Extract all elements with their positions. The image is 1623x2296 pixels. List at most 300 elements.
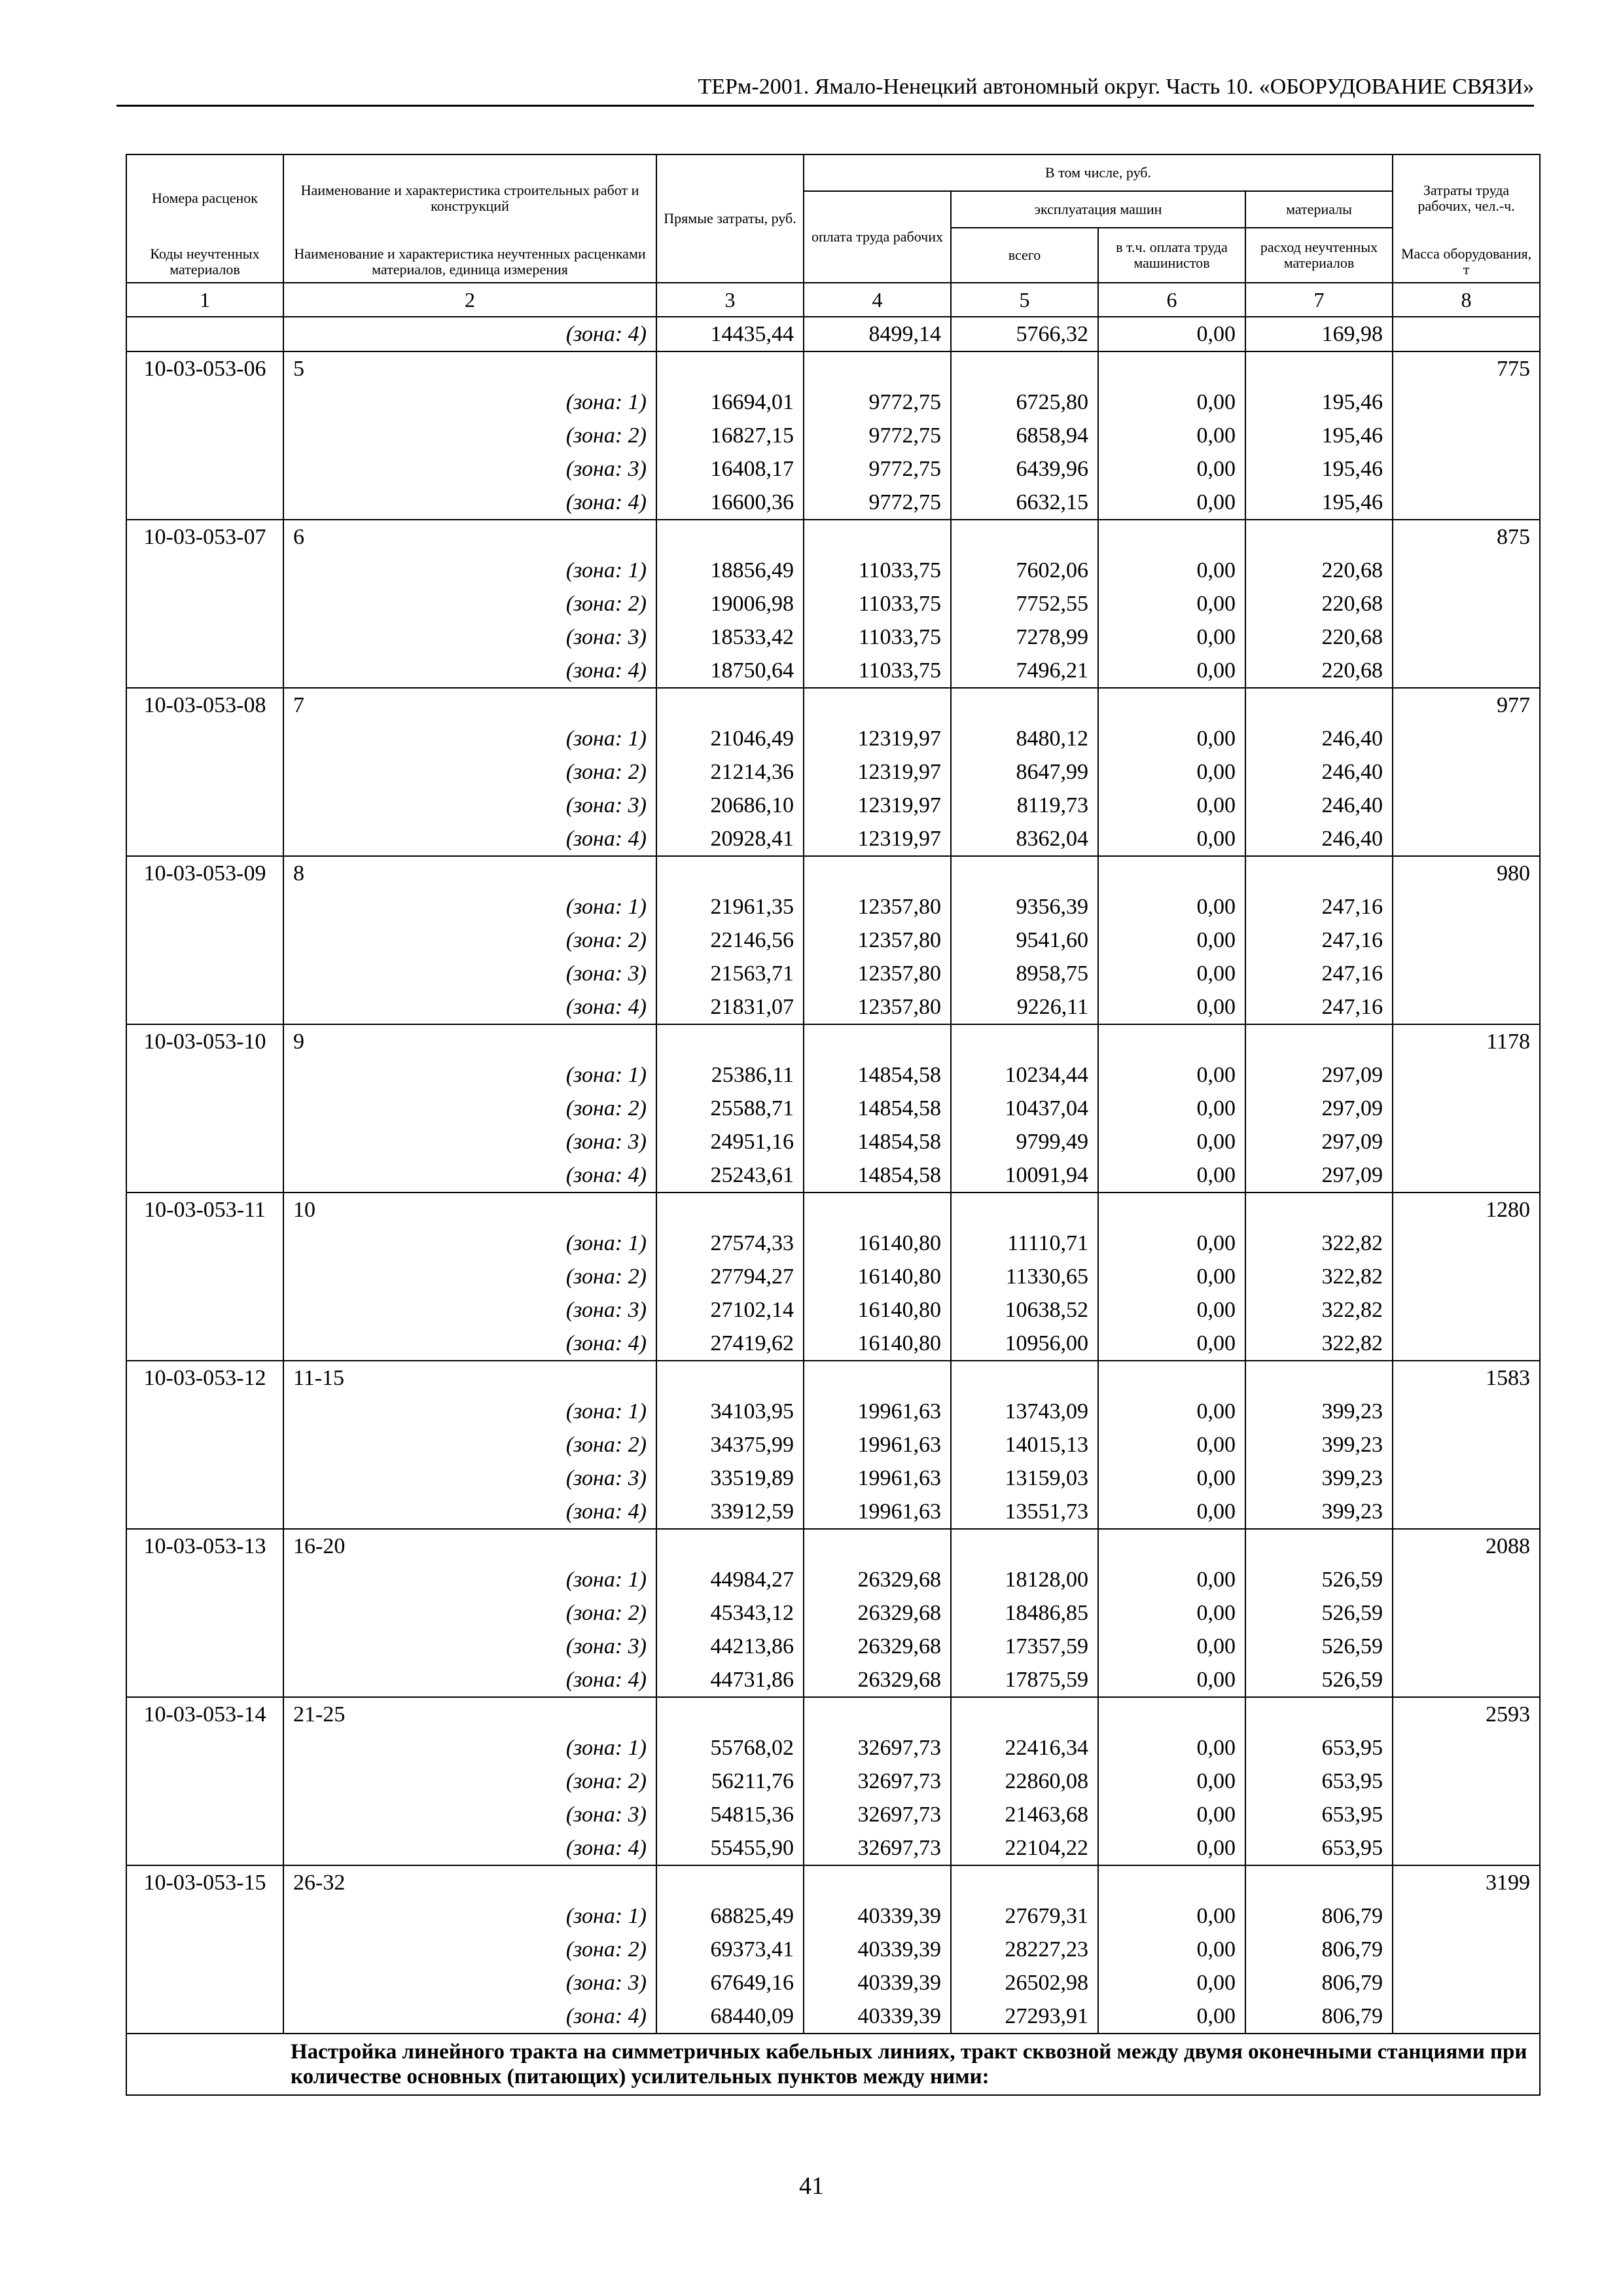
labor-hours-cell: 2593	[1393, 1697, 1540, 1731]
materials-cell: 653,95	[1245, 1831, 1393, 1865]
labor-pay-cell: 32697,73	[804, 1765, 951, 1798]
running-header-title: ТЕРм-2001. Ямало-Ненецкий автономный округ. Часть 10. «ОБОРУДОВАНИЕ СВЯЗИ»	[698, 75, 1534, 99]
direct-cost-cell: 44731,86	[656, 1663, 804, 1697]
materials-cell: 806,79	[1245, 1966, 1393, 2000]
rate-group-row	[126, 520, 1540, 554]
table-row	[126, 486, 1540, 520]
machines-cell: 6632,15	[951, 486, 1098, 520]
materials-cell: 195,46	[1245, 386, 1393, 419]
operators-pay-cell: 0,00	[1098, 317, 1245, 351]
table-row	[126, 1831, 1540, 1865]
rate-code: 10-03-053-12	[126, 1361, 283, 1395]
direct-cost-cell: 54815,36	[656, 1798, 804, 1831]
labor-pay-cell: 14854,58	[804, 1125, 951, 1158]
materials-cell: 297,09	[1245, 1158, 1393, 1193]
rate-group-row	[126, 1697, 1540, 1731]
labor-pay-cell: 12319,97	[804, 822, 951, 856]
operators-pay-cell: 0,00	[1098, 2000, 1245, 2034]
operators-pay-cell: 0,00	[1098, 722, 1245, 755]
labor-pay-cell: 12319,97	[804, 755, 951, 789]
zone-label: (зона: 3)	[283, 789, 656, 822]
header-materials: материалы	[1245, 191, 1393, 228]
zone-label: (зона: 3)	[283, 1630, 656, 1663]
direct-cost-cell: 25243,61	[656, 1158, 804, 1193]
zone-label: (зона: 1)	[283, 1227, 656, 1260]
direct-cost-cell: 34375,99	[656, 1428, 804, 1462]
direct-cost-cell: 69373,41	[656, 1933, 804, 1966]
labor-pay-cell: 26329,68	[804, 1630, 951, 1663]
machines-cell: 9356,39	[951, 890, 1098, 924]
machines-cell: 18486,85	[951, 1596, 1098, 1630]
materials-cell: 297,09	[1245, 1058, 1393, 1092]
machines-cell: 8362,04	[951, 822, 1098, 856]
operators-pay-cell: 0,00	[1098, 1596, 1245, 1630]
zone-label: (зона: 1)	[283, 1563, 656, 1596]
machines-cell: 6858,94	[951, 419, 1098, 452]
operators-pay-cell: 0,00	[1098, 755, 1245, 789]
operators-pay-cell: 0,00	[1098, 554, 1245, 587]
table-row	[126, 1125, 1540, 1158]
operators-pay-cell: 0,00	[1098, 822, 1245, 856]
rate-group-row	[126, 1529, 1540, 1563]
labor-pay-cell: 14854,58	[804, 1092, 951, 1125]
column-number: 7	[1245, 283, 1393, 317]
direct-cost-cell: 25588,71	[656, 1092, 804, 1125]
operators-pay-cell: 0,00	[1098, 890, 1245, 924]
direct-cost-cell: 27102,14	[656, 1293, 804, 1327]
header-material-consumption: расход неучтенных материалов	[1245, 228, 1393, 283]
zone-label: (зона: 2)	[283, 1596, 656, 1630]
labor-hours-cell: 1280	[1393, 1193, 1540, 1227]
operators-pay-cell: 0,00	[1098, 1462, 1245, 1495]
operators-pay-cell: 0,00	[1098, 1260, 1245, 1293]
direct-cost-cell: 27574,33	[656, 1227, 804, 1260]
labor-pay-cell: 8499,14	[804, 317, 951, 351]
direct-cost-cell: 16827,15	[656, 419, 804, 452]
operators-pay-cell: 0,00	[1098, 1293, 1245, 1327]
direct-cost-cell: 34103,95	[656, 1395, 804, 1428]
zone-label: (зона: 1)	[283, 1731, 656, 1765]
rate-code: 10-03-053-15	[126, 1865, 283, 1899]
rate-group-row	[126, 688, 1540, 722]
header-equipment-mass: Масса оборудования, т	[1393, 241, 1540, 283]
direct-cost-cell: 21214,36	[656, 755, 804, 789]
zone-label: (зона: 2)	[283, 1765, 656, 1798]
zone-label: (зона: 2)	[283, 1260, 656, 1293]
materials-cell: 297,09	[1245, 1125, 1393, 1158]
table-row	[126, 890, 1540, 924]
direct-cost-cell: 24951,16	[656, 1125, 804, 1158]
operators-pay-cell: 0,00	[1098, 1428, 1245, 1462]
labor-pay-cell: 26329,68	[804, 1596, 951, 1630]
zone-label: (зона: 4)	[283, 822, 656, 856]
labor-pay-cell: 9772,75	[804, 419, 951, 452]
rate-name: 5	[283, 351, 656, 386]
labor-pay-cell: 40339,39	[804, 1899, 951, 1933]
labor-pay-cell: 11033,75	[804, 554, 951, 587]
zone-label: (зона: 1)	[283, 890, 656, 924]
direct-cost-cell: 68440,09	[656, 2000, 804, 2034]
direct-cost-cell: 16694,01	[656, 386, 804, 419]
table-row	[126, 587, 1540, 620]
header-direct-costs: Прямые затраты, руб.	[656, 154, 804, 283]
machines-cell: 27679,31	[951, 1899, 1098, 1933]
operators-pay-cell: 0,00	[1098, 1731, 1245, 1765]
rate-group-row	[126, 1865, 1540, 1899]
table-row	[126, 1798, 1540, 1831]
materials-cell: 526,59	[1245, 1563, 1393, 1596]
column-number: 3	[656, 283, 804, 317]
machines-cell: 17875,59	[951, 1663, 1098, 1697]
zone-label: (зона: 4)	[283, 1663, 656, 1697]
machines-cell: 7602,06	[951, 554, 1098, 587]
rate-code: 10-03-053-06	[126, 351, 283, 386]
direct-cost-cell: 33912,59	[656, 1495, 804, 1529]
machines-cell: 17357,59	[951, 1630, 1098, 1663]
machines-cell: 14015,13	[951, 1428, 1098, 1462]
operators-pay-cell: 0,00	[1098, 1563, 1245, 1596]
header-work-name: Наименование и характеристика строительных работ и конструкций	[283, 154, 656, 241]
materials-cell: 806,79	[1245, 1899, 1393, 1933]
materials-cell: 526,59	[1245, 1630, 1393, 1663]
operators-pay-cell: 0,00	[1098, 419, 1245, 452]
zone-label: (зона: 2)	[283, 924, 656, 957]
zone-label: (зона: 3)	[283, 1462, 656, 1495]
rate-name: 6	[283, 520, 656, 554]
header-including: В том числе, руб.	[804, 154, 1393, 191]
direct-cost-cell: 18750,64	[656, 654, 804, 688]
table-body	[126, 317, 1540, 2034]
rate-group-row	[126, 856, 1540, 890]
materials-cell: 195,46	[1245, 486, 1393, 520]
zone-label: (зона: 4)	[283, 2000, 656, 2034]
operators-pay-cell: 0,00	[1098, 1765, 1245, 1798]
table-row	[126, 1966, 1540, 2000]
table-row	[126, 1563, 1540, 1596]
labor-pay-cell: 19961,63	[804, 1395, 951, 1428]
table-row	[126, 957, 1540, 990]
labor-hours-cell: 2088	[1393, 1529, 1540, 1563]
machines-cell: 9541,60	[951, 924, 1098, 957]
rate-code: 10-03-053-10	[126, 1024, 283, 1058]
direct-cost-cell: 20928,41	[656, 822, 804, 856]
labor-hours-cell: 980	[1393, 856, 1540, 890]
operators-pay-cell: 0,00	[1098, 1327, 1245, 1361]
labor-pay-cell: 16140,80	[804, 1227, 951, 1260]
materials-cell: 322,82	[1245, 1293, 1393, 1327]
column-number: 6	[1098, 283, 1245, 317]
header-rate-numbers: Номера расценок	[126, 154, 283, 241]
zone-label: (зона: 3)	[283, 1125, 656, 1158]
column-numbers-row	[126, 283, 1540, 317]
labor-pay-cell: 14854,58	[804, 1158, 951, 1193]
materials-cell: 169,98	[1245, 317, 1393, 351]
table-row	[126, 386, 1540, 419]
rate-group-row	[126, 1193, 1540, 1227]
column-number: 8	[1393, 283, 1540, 317]
materials-cell: 653,95	[1245, 1798, 1393, 1831]
direct-cost-cell: 14435,44	[656, 317, 804, 351]
materials-cell: 322,82	[1245, 1327, 1393, 1361]
operators-pay-cell: 0,00	[1098, 386, 1245, 419]
zone-label: (зона: 3)	[283, 1798, 656, 1831]
labor-hours-cell: 875	[1393, 520, 1540, 554]
machines-cell: 8480,12	[951, 722, 1098, 755]
table-row	[126, 317, 1540, 351]
header-operators-pay: в т.ч. оплата труда машинистов	[1098, 228, 1245, 283]
labor-pay-cell: 12357,80	[804, 957, 951, 990]
rate-name: 21-25	[283, 1697, 656, 1731]
zone-label: (зона: 3)	[283, 452, 656, 486]
table-row	[126, 1495, 1540, 1529]
labor-hours-cell: 977	[1393, 688, 1540, 722]
table-row	[126, 1092, 1540, 1125]
labor-pay-cell: 32697,73	[804, 1831, 951, 1865]
rate-code: 10-03-053-09	[126, 856, 283, 890]
machines-cell: 10091,94	[951, 1158, 1098, 1193]
labor-pay-cell: 32697,73	[804, 1731, 951, 1765]
labor-pay-cell: 16140,80	[804, 1327, 951, 1361]
materials-cell: 297,09	[1245, 1092, 1393, 1125]
table-row	[126, 1596, 1540, 1630]
operators-pay-cell: 0,00	[1098, 1798, 1245, 1831]
direct-cost-cell: 56211,76	[656, 1765, 804, 1798]
labor-pay-cell: 12357,80	[804, 924, 951, 957]
machines-cell: 22860,08	[951, 1765, 1098, 1798]
table-row	[126, 1899, 1540, 1933]
machines-cell: 6439,96	[951, 452, 1098, 486]
rate-name: 10	[283, 1193, 656, 1227]
zone-label: (зона: 4)	[283, 654, 656, 688]
machines-cell: 10956,00	[951, 1327, 1098, 1361]
operators-pay-cell: 0,00	[1098, 1227, 1245, 1260]
rate-code: 10-03-053-11	[126, 1193, 283, 1227]
operators-pay-cell: 0,00	[1098, 1663, 1245, 1697]
labor-pay-cell: 12357,80	[804, 890, 951, 924]
column-number: 2	[283, 283, 656, 317]
header-machines: эксплуатация машин	[951, 191, 1245, 228]
column-number: 5	[951, 283, 1098, 317]
rate-group-row	[126, 1361, 1540, 1395]
labor-pay-cell: 40339,39	[804, 1966, 951, 2000]
materials-cell: 246,40	[1245, 789, 1393, 822]
labor-pay-cell: 9772,75	[804, 386, 951, 419]
section-note-row	[126, 2034, 1540, 2095]
materials-cell: 220,68	[1245, 587, 1393, 620]
zone-label: (зона: 4)	[283, 486, 656, 520]
table-row	[126, 1260, 1540, 1293]
rate-code: 10-03-053-14	[126, 1697, 283, 1731]
table-row	[126, 822, 1540, 856]
machines-cell: 6725,80	[951, 386, 1098, 419]
zone-label: (зона: 1)	[283, 386, 656, 419]
labor-pay-cell: 11033,75	[804, 620, 951, 654]
rate-name: 11-15	[283, 1361, 656, 1395]
materials-cell: 247,16	[1245, 924, 1393, 957]
table-row	[126, 1731, 1540, 1765]
zone-label: (зона: 1)	[283, 1395, 656, 1428]
rate-name: 16-20	[283, 1529, 656, 1563]
table-row	[126, 1428, 1540, 1462]
rate-code: 10-03-053-07	[126, 520, 283, 554]
table-row	[126, 419, 1540, 452]
machines-cell: 5766,32	[951, 317, 1098, 351]
machines-cell: 7496,21	[951, 654, 1098, 688]
materials-cell: 247,16	[1245, 890, 1393, 924]
header-labor-pay: оплата труда рабочих	[804, 191, 951, 283]
zone-label: (зона: 4)	[283, 1158, 656, 1193]
machines-cell: 18128,00	[951, 1563, 1098, 1596]
machines-cell: 7752,55	[951, 587, 1098, 620]
operators-pay-cell: 0,00	[1098, 1966, 1245, 2000]
zone-label: (зона: 4)	[283, 1495, 656, 1529]
direct-cost-cell: 25386,11	[656, 1058, 804, 1092]
machines-cell: 8958,75	[951, 957, 1098, 990]
zone-label: (зона: 1)	[283, 1899, 656, 1933]
zone-label: (зона: 1)	[283, 554, 656, 587]
machines-cell: 10638,52	[951, 1293, 1098, 1327]
zone-label: (зона: 1)	[283, 1058, 656, 1092]
labor-hours-cell: 775	[1393, 351, 1540, 386]
direct-cost-cell: 68825,49	[656, 1899, 804, 1933]
table-row	[126, 1765, 1540, 1798]
direct-cost-cell: 22146,56	[656, 924, 804, 957]
labor-hours-cell: 1178	[1393, 1024, 1540, 1058]
materials-cell: 806,79	[1245, 2000, 1393, 2034]
labor-pay-cell: 16140,80	[804, 1260, 951, 1293]
column-number: 1	[126, 283, 283, 317]
rate-group-row	[126, 1024, 1540, 1058]
running-header	[116, 72, 1534, 107]
labor-pay-cell: 11033,75	[804, 654, 951, 688]
labor-pay-cell: 32697,73	[804, 1798, 951, 1831]
materials-cell: 246,40	[1245, 755, 1393, 789]
machines-cell: 22416,34	[951, 1731, 1098, 1765]
direct-cost-cell: 44984,27	[656, 1563, 804, 1596]
labor-pay-cell: 40339,39	[804, 2000, 951, 2034]
operators-pay-cell: 0,00	[1098, 452, 1245, 486]
zone-label: (зона: 3)	[283, 1293, 656, 1327]
section-note: Настройка линейного тракта на симметричных кабельных линиях, тракт сквозной между двумя оконечными станциями при количестве основных (питающих) усилительных пунктов между ними:	[126, 2034, 1540, 2095]
zone-label: (зона: 2)	[283, 1428, 656, 1462]
zone-label: (зона: 4)	[283, 990, 656, 1024]
labor-hours-cell: 3199	[1393, 1865, 1540, 1899]
direct-cost-cell: 16600,36	[656, 486, 804, 520]
materials-cell: 399,23	[1245, 1462, 1393, 1495]
table-row	[126, 924, 1540, 957]
materials-cell: 220,68	[1245, 554, 1393, 587]
direct-cost-cell: 21563,71	[656, 957, 804, 990]
direct-cost-cell: 20686,10	[656, 789, 804, 822]
operators-pay-cell: 0,00	[1098, 587, 1245, 620]
table-row	[126, 554, 1540, 587]
table-row	[126, 1058, 1540, 1092]
zone-label: (зона: 2)	[283, 1092, 656, 1125]
machines-cell: 9799,49	[951, 1125, 1098, 1158]
zone-label: (зона: 2)	[283, 419, 656, 452]
materials-cell: 322,82	[1245, 1227, 1393, 1260]
materials-cell: 399,23	[1245, 1428, 1393, 1462]
table-row	[126, 1227, 1540, 1260]
machines-cell: 8119,73	[951, 789, 1098, 822]
materials-cell: 247,16	[1245, 990, 1393, 1024]
page-number: 41	[799, 2172, 824, 2200]
operators-pay-cell: 0,00	[1098, 620, 1245, 654]
labor-pay-cell: 26329,68	[804, 1663, 951, 1697]
operators-pay-cell: 0,00	[1098, 1495, 1245, 1529]
direct-cost-cell: 16408,17	[656, 452, 804, 486]
operators-pay-cell: 0,00	[1098, 990, 1245, 1024]
operators-pay-cell: 0,00	[1098, 924, 1245, 957]
materials-cell: 195,46	[1245, 419, 1393, 452]
labor-hours-cell: 1583	[1393, 1361, 1540, 1395]
direct-cost-cell: 33519,89	[656, 1462, 804, 1495]
zone-label: (зона: 3)	[283, 1966, 656, 2000]
operators-pay-cell: 0,00	[1098, 1158, 1245, 1193]
materials-cell: 653,95	[1245, 1731, 1393, 1765]
labor-pay-cell: 12319,97	[804, 722, 951, 755]
direct-cost-cell: 19006,98	[656, 587, 804, 620]
machines-cell: 13159,03	[951, 1462, 1098, 1495]
machines-cell: 10234,44	[951, 1058, 1098, 1092]
machines-cell: 11330,65	[951, 1260, 1098, 1293]
table-row	[126, 1663, 1540, 1697]
labor-pay-cell: 12357,80	[804, 990, 951, 1024]
operators-pay-cell: 0,00	[1098, 654, 1245, 688]
table-row	[126, 452, 1540, 486]
labor-pay-cell: 9772,75	[804, 486, 951, 520]
zone-label: (зона: 2)	[283, 587, 656, 620]
operators-pay-cell: 0,00	[1098, 486, 1245, 520]
machines-cell: 13551,73	[951, 1495, 1098, 1529]
zone-label: (зона: 4)	[283, 1327, 656, 1361]
materials-cell: 526,59	[1245, 1663, 1393, 1697]
table-row	[126, 1933, 1540, 1966]
table-row	[126, 722, 1540, 755]
direct-cost-cell: 21831,07	[656, 990, 804, 1024]
operators-pay-cell: 0,00	[1098, 1058, 1245, 1092]
column-number: 4	[804, 283, 951, 317]
operators-pay-cell: 0,00	[1098, 1899, 1245, 1933]
zone-label: (зона: 1)	[283, 722, 656, 755]
machines-cell: 9226,11	[951, 990, 1098, 1024]
machines-cell: 7278,99	[951, 620, 1098, 654]
labor-pay-cell: 26329,68	[804, 1563, 951, 1596]
materials-cell: 195,46	[1245, 452, 1393, 486]
labor-pay-cell: 14854,58	[804, 1058, 951, 1092]
labor-pay-cell: 16140,80	[804, 1293, 951, 1327]
direct-cost-cell: 67649,16	[656, 1966, 804, 2000]
direct-cost-cell: 18533,42	[656, 620, 804, 654]
materials-cell: 806,79	[1245, 1933, 1393, 1966]
direct-cost-cell: 55768,02	[656, 1731, 804, 1765]
table-row	[126, 1462, 1540, 1495]
materials-cell: 246,40	[1245, 722, 1393, 755]
header-labor-hours: Затраты труда рабочих, чел.-ч.	[1393, 154, 1540, 241]
materials-cell: 399,23	[1245, 1395, 1393, 1428]
rates-table	[126, 154, 1541, 2096]
operators-pay-cell: 0,00	[1098, 789, 1245, 822]
table-row	[126, 789, 1540, 822]
materials-cell: 247,16	[1245, 957, 1393, 990]
direct-cost-cell: 18856,49	[656, 554, 804, 587]
machines-cell: 28227,23	[951, 1933, 1098, 1966]
table-row	[126, 654, 1540, 688]
table-row	[126, 1327, 1540, 1361]
direct-cost-cell: 27794,27	[656, 1260, 804, 1293]
header-material-codes: Коды неучтенных материалов	[126, 241, 283, 283]
operators-pay-cell: 0,00	[1098, 1933, 1245, 1966]
